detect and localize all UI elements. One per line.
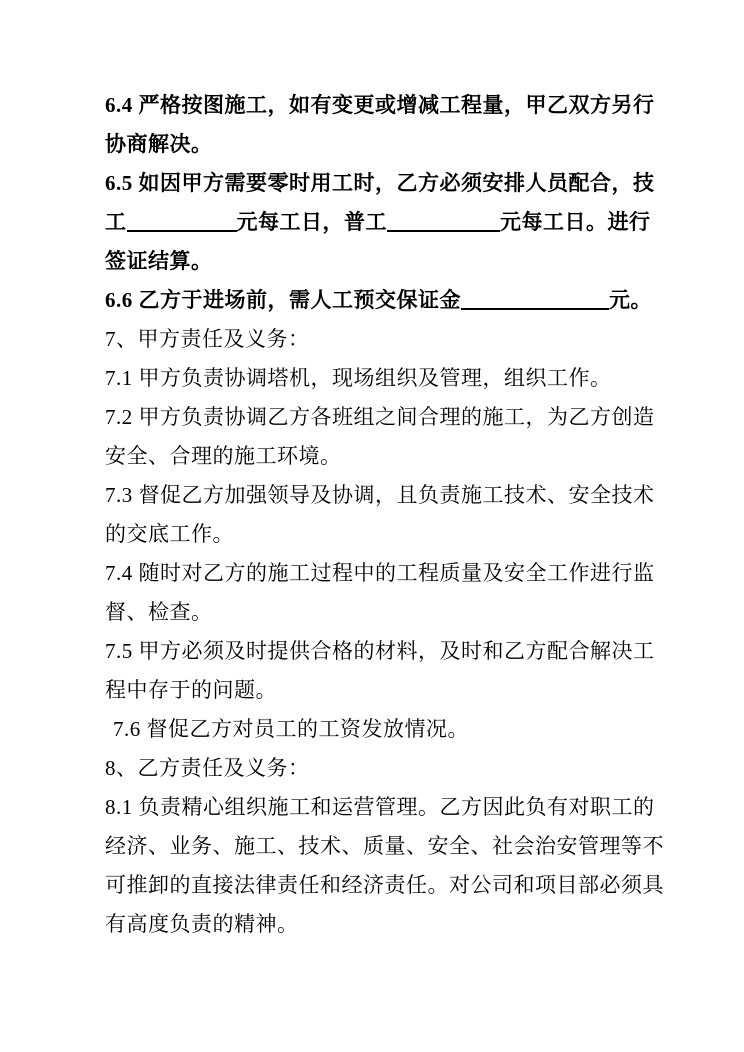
text-segment: 6.5 如因甲方需要零时用工时，乙方必须安排人员配合，技: [105, 171, 655, 195]
text-segment: 元每工日，普工: [236, 210, 387, 234]
clause-7-2-line-2: [105, 437, 665, 476]
clause-7-3-line-2: [105, 515, 665, 554]
heading-8: [105, 749, 665, 788]
text-segment: 8、乙方责任及义务：: [105, 756, 310, 780]
text-segment: 经济、业务、施工、技术、质量、安全、社会治安管理等不: [105, 834, 664, 858]
clause-8-1-line-1: [105, 788, 665, 827]
clause-8-1-line-2: [105, 827, 665, 866]
clause-7-5-line-1: [105, 632, 665, 671]
text-segment: 8.1 负责精心组织施工和运营管理。乙方因此负有对职工的: [105, 795, 655, 819]
text-segment: 6.4 严格按图施工，如有变更或增减工程量，甲乙双方另行: [105, 93, 655, 117]
text-segment: 6.6 乙方于进场前，需人工预交保证金: [105, 288, 461, 312]
clause-8-1-line-4: [105, 905, 665, 944]
text-segment: 元。: [609, 288, 652, 312]
clause-7-5-line-2: [105, 671, 665, 710]
clause-8-1-line-3: [105, 866, 665, 905]
text-segment: 签证结算。: [105, 249, 213, 273]
text-segment: 工: [105, 210, 127, 234]
fill-in-blank: [461, 308, 609, 310]
text-segment: 7.4 随时对乙方的施工过程中的工程质量及安全工作进行监: [105, 561, 655, 585]
clause-7-2-line-1: [105, 398, 665, 437]
fill-in-blank: [387, 230, 500, 232]
text-segment: 的交底工作。: [105, 522, 234, 546]
text-segment: 可推卸的直接法律责任和经济责任。对公司和项目部必须具: [105, 873, 664, 897]
clause-7-4-line-2: [105, 593, 665, 632]
text-segment: 协商解决。: [105, 132, 213, 156]
clause-6-5-line-1: [105, 164, 665, 203]
document-body: [105, 86, 665, 944]
text-segment: 安全、合理的施工环境。: [105, 444, 342, 468]
text-segment: 督、检查。: [105, 600, 213, 624]
clause-7-6: [105, 710, 665, 749]
text-segment: 元每工日。进行: [500, 210, 651, 234]
text-segment: 7.1 甲方负责协调塔机，现场组织及管理，组织工作。: [105, 366, 612, 390]
clause-7-3-line-1: [105, 476, 665, 515]
text-segment: 7.5 甲方必须及时提供合格的材料，及时和乙方配合解决工: [105, 639, 655, 663]
text-segment: 7.3 督促乙方加强领导及协调，且负责施工技术、安全技术: [105, 483, 655, 507]
clause-6-4-line-1: [105, 86, 665, 125]
text-segment: 有高度负责的精神。: [105, 912, 299, 936]
heading-7: [105, 320, 665, 359]
clause-6-6: [105, 281, 665, 320]
clause-6-5-line-2: [105, 203, 665, 242]
text-segment: 程中存于的问题。: [105, 678, 277, 702]
clause-6-5-line-3: [105, 242, 665, 281]
text-segment: 7、甲方责任及义务：: [105, 327, 310, 351]
text-segment: 7.2 甲方负责协调乙方各班组之间合理的施工，为乙方创造: [105, 405, 655, 429]
clause-7-4-line-1: [105, 554, 665, 593]
clause-6-4-line-2: [105, 125, 665, 164]
text-segment: 7.6 督促乙方对员工的工资发放情况。: [113, 717, 469, 741]
fill-in-blank: [127, 230, 237, 232]
clause-7-1: [105, 359, 665, 398]
